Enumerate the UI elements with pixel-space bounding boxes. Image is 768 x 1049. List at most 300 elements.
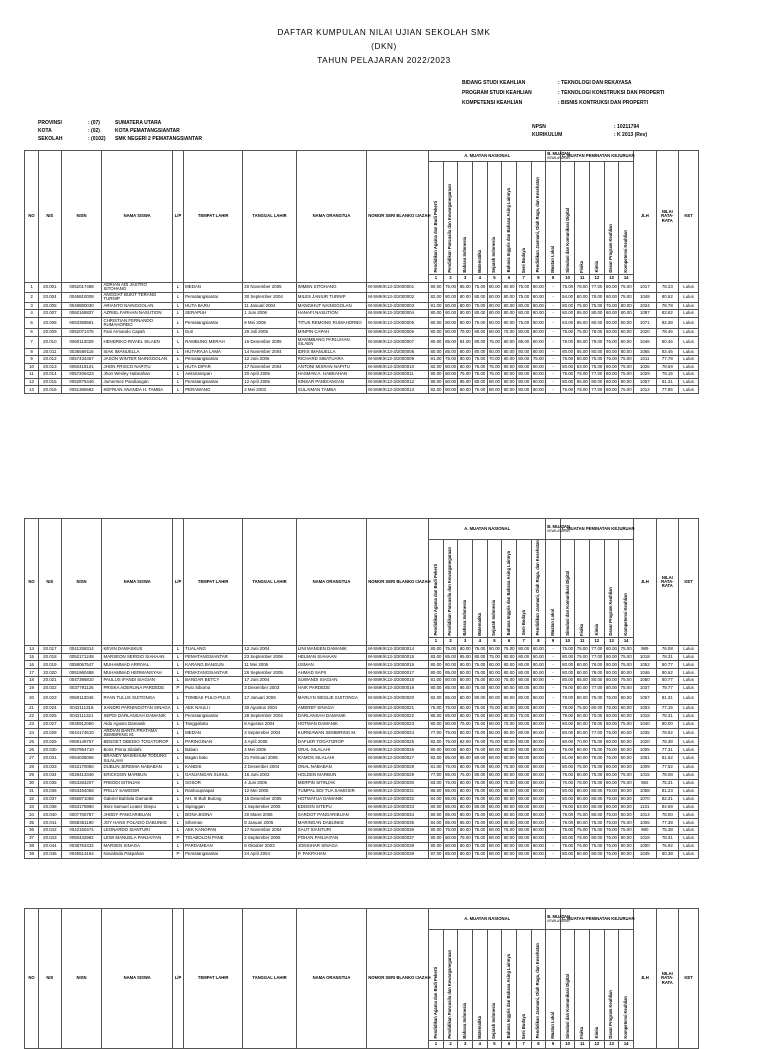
cell-nilai-2: 80.00 (445, 378, 457, 384)
table-row (25, 677, 699, 685)
cell-nilai-14: 80.00 (619, 787, 634, 795)
cell-nilai-3: 80.00 (459, 348, 471, 354)
cell-nomor-ijazah: M-SMK/K13-3/2000004 (367, 310, 429, 318)
cell-nilai-5: 80.00 (487, 803, 502, 811)
cell-nilai-3: 85.00 (458, 685, 473, 693)
cell-nilai-9: - (546, 677, 561, 685)
cell-nilai-12: 80.00 (590, 705, 605, 713)
cell-nilai-5: 75.00 (487, 336, 502, 348)
cell-nilai-12: 77.00 (590, 645, 605, 653)
cell-tempat-lahir: BONA BIONA (184, 811, 243, 819)
cell-nilai-2: 75.00 (443, 728, 458, 738)
header-row-groups (25, 909, 699, 930)
cell-nilai-12: 80.00 (591, 378, 603, 384)
cell-keterangan: Lulus (679, 317, 699, 329)
cell-nomor-ijazah: M-SMK/K13-3/2000028 (367, 764, 429, 772)
cell-nama-siswa: Gabriel Bablisla Damanik (102, 795, 172, 803)
subject-number-10: 10 (560, 275, 575, 283)
cell-nilai-10: 80.00 (562, 310, 574, 316)
cell-lp: L (172, 336, 183, 348)
grade-table-block-1 (24, 150, 699, 394)
nomor-ijazah-header-cell: NOMOR SERI BLANKO IJAZAH (367, 909, 429, 1049)
cell-nis: 20.013 (39, 363, 62, 371)
cell-nomor-ijazah: M-SMK/K13-3/2000019 (367, 685, 429, 693)
cell-nilai-7: 80.00 (516, 705, 531, 713)
subject-number-14: 14 (619, 1041, 634, 1049)
cell-nilai-14: 75.00 (620, 363, 632, 369)
cell-nilai-4: 75.00 (473, 720, 488, 728)
cell-nilai-4: 80.00 (473, 336, 488, 348)
cell-nilai-8: 80.00 (531, 850, 546, 858)
table-row (25, 283, 699, 293)
nisn-cell: NISN (61, 909, 102, 1049)
cell-tanggal-lahir: 17 Januari 2006 (243, 692, 297, 704)
subject-header-4 (473, 540, 488, 638)
cell-nilai-6: 80.00 (502, 754, 517, 764)
cell-nomor-ijazah: M-SMK/K13-3/2000024 (367, 728, 429, 738)
meta-kota-code: : (02) (88, 128, 100, 134)
cell-nama-orangtua: SINSAR PANDIANGAN (296, 378, 366, 386)
cell-nilai-10: 75.00 (560, 645, 575, 653)
cell-nilai-10: 79.00 (560, 819, 575, 827)
cell-tanggal-lahir: 2 September 2006 (243, 835, 297, 843)
cell-lp: L (172, 746, 183, 754)
cell-nomor-ijazah: M-SMK/K13-3/2000003 (367, 302, 429, 310)
cell-jlh: 1061 (634, 754, 657, 764)
subject-label-10: Simulasi dan Komunikasi Digital (564, 570, 570, 636)
cell-nilai-2: 85.00 (443, 653, 458, 661)
cell-nis: 20.014 (39, 371, 62, 379)
cell-no: 9 (25, 356, 39, 364)
cell-nomor-ijazah: M-SMK/K13-3/2000039 (367, 850, 429, 858)
cell-nilai-3: 80.00 (458, 705, 473, 713)
cell-nilai-1: 87.00 (429, 850, 444, 858)
table-row (25, 728, 699, 738)
cell-nilai-7: 80.00 (518, 356, 530, 362)
subject-label-1: Pendidikan Agama dan Budi Pekerti (432, 967, 438, 1039)
cell-nilai-2: 80.00 (443, 677, 458, 685)
cell-tempat-lahir: AH. III Buh Butong (184, 795, 243, 803)
cell-nomor-ijazah: M-SMK/K13-3/2000015 (367, 653, 429, 661)
cell-keterangan: Lulus (679, 661, 699, 669)
cell-nilai-2: 80.00 (445, 310, 457, 316)
cell-nomor-ijazah: M-SMK/K13-3/2000031 (367, 787, 429, 795)
cell-nama-siswa: PAULUS IFANDI SIAGIAN (102, 677, 172, 685)
cell-nilai-rata-rata: 81.23 (656, 787, 679, 795)
cell-lp: L (172, 803, 183, 811)
jlh-header: JLH (634, 519, 657, 646)
cell-nis: 20.040 (39, 811, 62, 819)
cell-nilai-5: 80.00 (487, 827, 502, 835)
cell-nilai-12: 80.00 (590, 811, 605, 819)
cell-nomor-ijazah: M-SMK/K13-3/2000005 (367, 317, 429, 329)
cell-nama-siswa: JASON WINTER NAINGGOLAN (102, 356, 172, 364)
cell-nilai-11: 75.00 (575, 645, 590, 653)
cell-nilai-13: 80.00 (606, 348, 618, 354)
cell-tempat-lahir: Aeksiranspan (184, 371, 243, 379)
cell-jlh: 982 (634, 779, 657, 787)
cell-nilai-14: 80.00 (619, 712, 634, 720)
cell-no: 18 (25, 677, 39, 685)
cell-nilai-6: 80.00 (503, 378, 515, 384)
cell-nilai-8: 80.00 (531, 653, 546, 661)
cell-nilai-10: 75.00 (560, 827, 575, 835)
cell-lp: L (172, 720, 183, 728)
cell-nilai-12: 78.00 (590, 292, 605, 302)
cell-nilai-4: 80.00 (474, 348, 486, 354)
cell-nilai-6: 80.00 (503, 302, 515, 308)
cell-nilai-12: 77.00 (590, 653, 605, 661)
cell-no: 35 (25, 819, 39, 827)
cell-nomor-ijazah: M-SMK/K13-3/2000013 (367, 386, 429, 394)
cell-nilai-9: - (546, 348, 561, 356)
cell-nomor-ijazah: M-SMK/K13-3/2000023 (367, 720, 429, 728)
cell-tanggal-lahir: 3 September 2004 (243, 728, 297, 738)
cell-nilai-8: 80.00 (531, 712, 546, 720)
cell-nilai-4: 75.00 (473, 669, 488, 677)
cell-nilai-3: 80.00 (458, 712, 473, 720)
cell-nilai-12: 75.00 (590, 712, 605, 720)
cell-nilai-11: 80.00 (575, 669, 590, 677)
cell-nilai-2: 85.00 (443, 754, 458, 764)
cell-nis: 20.018 (39, 653, 62, 661)
cell-lp: L (172, 677, 183, 685)
cell-nama-orangtua: MERPIN SITINJAK (296, 779, 366, 787)
cell-keterangan: Lulus (679, 336, 699, 348)
cell-nilai-9: - (546, 803, 561, 811)
cell-tempat-lahir: SERAPUH (184, 310, 243, 318)
table-row (25, 705, 699, 713)
cell-tempat-lahir: Pematangsiantar (184, 712, 243, 720)
cell-nis: 20.005 (39, 302, 62, 310)
subject-number-11: 11 (575, 1041, 590, 1049)
cell-nomor-ijazah: M-SMK/K13-3/2000011 (367, 371, 429, 379)
cell-tanggal-lahir: 2 Mei 2003 (243, 386, 297, 394)
cell-jlh: 1018 (634, 712, 657, 720)
cell-nama-siswa: Jhon Wesley Habeahan (102, 371, 172, 379)
meta-sekolah-value: SMK NEGERI 2 PEMATANGSIANTAR (115, 136, 202, 142)
cell-lp: L (172, 738, 183, 746)
group-a-header: A. MUATAN NASIONAL (429, 519, 546, 540)
cell-nilai-3: 85.00 (458, 283, 473, 293)
subject-header-10 (560, 930, 575, 1041)
table-row (25, 720, 699, 728)
cell-nilai-3: 80.00 (458, 827, 473, 835)
cell-nama-orangtua: MANGIHUT NAINGGOLAN (296, 302, 366, 310)
cell-nilai-2: 85.00 (443, 795, 458, 803)
table-row (25, 661, 699, 669)
cell-nomor-ijazah: M-SMK/K13-3/2000038 (367, 842, 429, 850)
cell-nama-siswa: ARDIAN BANTA PRATAMA SEMBIRING M. (102, 728, 172, 738)
cell-nama-siswa: JOY HANS FOLADO DABUNKE (102, 819, 172, 827)
cell-nisn: 0042111318 (61, 705, 102, 713)
cell-no: 4 (25, 310, 39, 318)
cell-jlh: 1026 (634, 363, 657, 371)
cell-keterangan: Lulus (679, 827, 699, 835)
cell-nama-siswa: MUHAMMAD ARRIVAL (102, 661, 172, 669)
cell-tanggal-lahir: 29 Juli 2005 (243, 329, 297, 337)
cell-nisn: 0058067547 (61, 661, 102, 669)
cell-nilai-10: 80.00 (560, 738, 575, 746)
cell-nama-siswa: JHON FRISCO NAPITU (102, 363, 172, 371)
cell-tanggal-lahir: 11 Januari 2004 (243, 302, 297, 310)
cell-keterangan: Lulus (679, 811, 699, 819)
cell-nilai-13: 80.00 (604, 803, 619, 811)
cell-nilai-1: 85.00 (429, 712, 444, 720)
cell-nilai-12: 77.00 (590, 685, 605, 693)
cell-nisn: 0051960488 (61, 669, 102, 677)
cell-no: 38 (25, 842, 39, 850)
ket-header: KET (679, 151, 699, 283)
cell-nilai-rata-rata: 79.77 (656, 685, 679, 693)
cell-nisn: 0049880030 (61, 302, 102, 310)
cell-nilai-5: 80.00 (487, 685, 502, 693)
cell-nilai-2: 85.00 (443, 819, 458, 827)
cell-nilai-5: 75.00 (488, 371, 500, 377)
title-line-1: DAFTAR KUMPULAN NILAI UJIAN SEKOLAH SMK (277, 28, 491, 37)
subject-header-12 (590, 540, 605, 638)
cell-nilai-10: 80.00 (562, 348, 574, 354)
cell-nilai-3: 80.00 (459, 310, 471, 316)
cell-nis: 20.037 (39, 795, 62, 803)
cell-nilai-3: 78.00 (459, 329, 471, 335)
cell-nis: 20.041 (39, 819, 62, 827)
cell-lp: L (172, 348, 183, 356)
cell-nilai-10: 80.00 (560, 764, 575, 772)
cell-lp: L (172, 386, 183, 394)
cell-lp: L (172, 779, 183, 787)
cell-nilai-rata-rata: 78.69 (656, 363, 679, 371)
cell-nilai-2: 75.00 (443, 645, 458, 653)
cell-nilai-14: 75.00 (619, 720, 634, 728)
subject-header-13 (604, 540, 619, 638)
cell-nilai-rata-rata: 77.31 (656, 746, 679, 754)
cell-no: 23 (25, 720, 39, 728)
cell-nama-orangtua: ORAL SILALAHI (296, 746, 366, 754)
cell-nama-orangtua: SARDOT PANGARIBUAN (296, 811, 366, 819)
cell-nisn: 0037791126 (61, 685, 102, 693)
subject-label-12: Kimia (593, 624, 599, 636)
subject-number-2: 2 (443, 275, 458, 283)
subject-label-2: Pendidikan Pancasila dan Kewarganegaraan (447, 184, 453, 273)
cell-tempat-lahir: Sipinggan (184, 803, 243, 811)
rata-rata-header: NILAI RATA-RATA (656, 909, 679, 1049)
cell-keterangan: Lulus (679, 283, 699, 293)
cell-nilai-11: 80.00 (575, 771, 590, 779)
cell-tanggal-lahir: 8 Agustus 2004 (243, 720, 297, 728)
subject-label-9: Muatan Lokal (549, 246, 555, 273)
cell-nilai-14: 75.00 (620, 356, 632, 362)
cell-nilai-4: 75.00 (473, 283, 488, 293)
cell-nilai-12: 80.00 (590, 787, 605, 795)
subject-label-5: Sejarah Indonesia (491, 599, 497, 636)
cell-nilai-7: 75.00 (516, 292, 531, 302)
cell-nomor-ijazah: M-SMK/K13-3/2000007 (367, 336, 429, 348)
cell-nilai-10: 80.00 (560, 669, 575, 677)
cell-keterangan: Lulus (679, 386, 699, 394)
cell-nilai-11: 80.00 (575, 819, 590, 827)
nama-orangtua-header-cell: NAMA ORANGTUA (296, 151, 366, 283)
cell-nama-siswa: MARSEN SINAGA (102, 842, 172, 850)
cell-tanggal-lahir: 4 Mei 2005 (243, 746, 297, 754)
cell-tempat-lahir: MEDAN (184, 283, 243, 293)
subject-header-3 (458, 540, 473, 638)
cell-nilai-7: 80.00 (516, 850, 531, 858)
cell-jlh: 1046 (634, 336, 657, 348)
cell-nama-siswa: Jumermez Pandiangan (102, 378, 172, 386)
cell-nilai-14: 80.00 (620, 310, 632, 316)
cell-nilai-1: 80.00 (430, 348, 442, 354)
cell-nilai-4: 75.00 (473, 728, 488, 738)
cell-nilai-7: 80.00 (516, 795, 531, 803)
cell-tanggal-lahir: 12 April 2005 (243, 378, 297, 386)
cell-nilai-10: 78.00 (560, 705, 575, 713)
cell-tanggal-lahir: 17 Juni 2004 (243, 677, 297, 685)
cell-keterangan: Lulus (679, 712, 699, 720)
cell-lp: L (172, 378, 183, 386)
cell-nilai-13: 75.00 (604, 850, 619, 858)
nomor-ijazah-header-cell: NOMOR SERI BLANKO IJAZAH (367, 151, 429, 283)
cell-nilai-13: 80.00 (604, 771, 619, 779)
subject-label-13: Dasar Program Keahlian (608, 586, 614, 636)
cell-tanggal-lahir: 1 September 2005 (243, 803, 297, 811)
subject-label-14: Kompetensi Keahlian (623, 230, 629, 273)
cell-no: 37 (25, 835, 39, 843)
table-row (25, 371, 699, 379)
cell-nilai-14: 75.00 (619, 827, 634, 835)
cell-keterangan: Lulus (679, 779, 699, 787)
cell-keterangan: Lulus (679, 302, 699, 310)
cell-nisn: 0047395810 (61, 677, 102, 685)
cell-nilai-2: 85.00 (443, 669, 458, 677)
meta-bidang-value: : TEKNOLOGI DAN REKAYASA (558, 80, 632, 86)
subject-header-4 (473, 930, 488, 1041)
cell-nilai-4: 80.00 (473, 771, 488, 779)
cell-tempat-lahir: TOMBAK PULO-PULO (184, 692, 243, 704)
cell-nilai-12: 80.00 (590, 803, 605, 811)
cell-nilai-7: 80.00 (516, 842, 531, 850)
cell-nilai-2: 75.00 (445, 356, 457, 362)
cell-keterangan: Lulus (679, 764, 699, 772)
cell-nilai-11: 80.00 (575, 720, 590, 728)
group-c-header: C. MUATAN PEMINATAN KEJURUAN (560, 519, 633, 540)
cell-lp: L (172, 712, 183, 720)
cell-tempat-lahir: HUTA DIPAR (184, 363, 243, 371)
cell-nomor-ijazah: M-SMK/K13-3/2000032 (367, 795, 429, 803)
cell-nilai-8: 80.00 (531, 728, 546, 738)
cell-nilai-10: 81.00 (560, 754, 575, 764)
cell-nilai-11: 80.00 (575, 728, 590, 738)
cell-nilai-12: 75.00 (590, 738, 605, 746)
cell-nilai-10: 83.00 (560, 317, 575, 329)
cell-tempat-lahir: Pematangsiantar (184, 317, 243, 329)
cell-nilai-8: 80.00 (532, 348, 544, 354)
cell-lp: L (172, 754, 183, 764)
cell-nilai-7: 80.00 (516, 819, 531, 827)
nama-siswa-header-cell: NAMA SISWA (102, 909, 172, 1049)
cell-nilai-12: 80.00 (591, 348, 603, 354)
cell-nama-orangtua: RAMOS SILALAHI (296, 754, 366, 764)
cell-nilai-11: 85.00 (576, 310, 588, 316)
meta-bidang-label: BIDANG STUDI KEAHLIAN (462, 80, 526, 86)
cell-nilai-7: 80.00 (516, 653, 531, 661)
cell-nama-siswa: AZRIEL FARHAN NASUTION (102, 310, 172, 318)
subject-header-14 (619, 540, 634, 638)
nis-cell: NIS (39, 151, 62, 283)
cell-nilai-2: 85.00 (443, 692, 458, 704)
cell-jlh: 1005 (634, 746, 657, 754)
cell-nilai-9: - (546, 720, 561, 728)
table-row (25, 850, 699, 858)
subject-label-8: Pendidikan Jasmani, Olah Raga, dan Kesehatan (535, 177, 541, 273)
subject-number-4: 4 (473, 637, 488, 645)
cell-tanggal-lahir: 4 Juni 2005 (243, 779, 297, 787)
cell-nilai-10: 80.00 (560, 787, 575, 795)
cell-nisn: 0007706787 (61, 811, 102, 819)
cell-nilai-2: 80.00 (445, 386, 457, 392)
cell-nama-siswa: JHODY PANGARIBUAN (102, 811, 172, 819)
subject-label-3: Bahasa Indonesia (462, 599, 468, 636)
subject-header-13 (604, 162, 619, 275)
cell-nilai-13: 75.00 (604, 692, 619, 704)
cell-nilai-11: 85.00 (576, 348, 588, 354)
subject-number-8: 8 (531, 637, 546, 645)
cell-jlh: 1040 (634, 720, 657, 728)
cell-nama-orangtua: EDISON SITEPU (296, 803, 366, 811)
group-b-subtitle: KEWILAYAHAN (547, 155, 570, 160)
cell-nilai-10: 75.00 (560, 746, 575, 754)
cell-nilai-13: 80.00 (604, 677, 619, 685)
cell-tanggal-lahir: 2 Desember 2004 (243, 764, 297, 772)
subject-header-9 (546, 930, 561, 1041)
cell-jlh: 1015 (634, 771, 657, 779)
cell-nilai-12: 75.00 (590, 819, 605, 827)
cell-nilai-13: 80.00 (606, 329, 618, 335)
cell-nisn: 0045912050 (61, 720, 102, 728)
subject-header-2 (443, 540, 458, 638)
cell-lp: L (172, 302, 183, 310)
cell-nilai-1: 80.00 (429, 803, 444, 811)
group-b-subtitle: KEWILAYAHAN (547, 528, 570, 533)
cell-nilai-10: 75.00 (562, 356, 574, 362)
cell-nis: 20.011 (39, 348, 62, 356)
cell-jlh: 989 (634, 645, 657, 653)
cell-nilai-1: 80.00 (429, 645, 444, 653)
cell-nilai-1: 80.00 (430, 310, 442, 316)
cell-nama-siswa: RYAN TULUS SIJITONGA (102, 692, 172, 704)
cell-nilai-14: 80.00 (620, 302, 632, 308)
cell-nilai-7: 80.00 (518, 386, 530, 392)
cell-nilai-4: 80.00 (473, 653, 488, 661)
subject-number-3: 3 (458, 637, 473, 645)
cell-nilai-5: 80.00 (487, 771, 502, 779)
cell-keterangan: Lulus (679, 803, 699, 811)
cell-nilai-13: 80.00 (604, 645, 619, 653)
cell-tanggal-lahir: 8 Mei 2006 (243, 317, 297, 329)
cell-tanggal-lahir: 20 Maret 2006 (243, 811, 297, 819)
cell-nilai-9: - (546, 835, 561, 843)
subject-number-12: 12 (590, 275, 605, 283)
cell-nilai-4: 75.00 (473, 738, 488, 746)
cell-tempat-lahir: SOSOR (184, 779, 243, 787)
cell-nilai-12: 80.00 (590, 835, 605, 843)
cell-tanggal-lahir: 11 Mei 2006 (243, 661, 297, 669)
subject-label-13: Dasar Program Keahlian (608, 224, 614, 273)
cell-nilai-6: 80.00 (502, 692, 517, 704)
cell-keterangan: Lulus (679, 371, 699, 379)
cell-lp: L (172, 329, 183, 337)
cell-nilai-4: 75.00 (473, 819, 488, 827)
